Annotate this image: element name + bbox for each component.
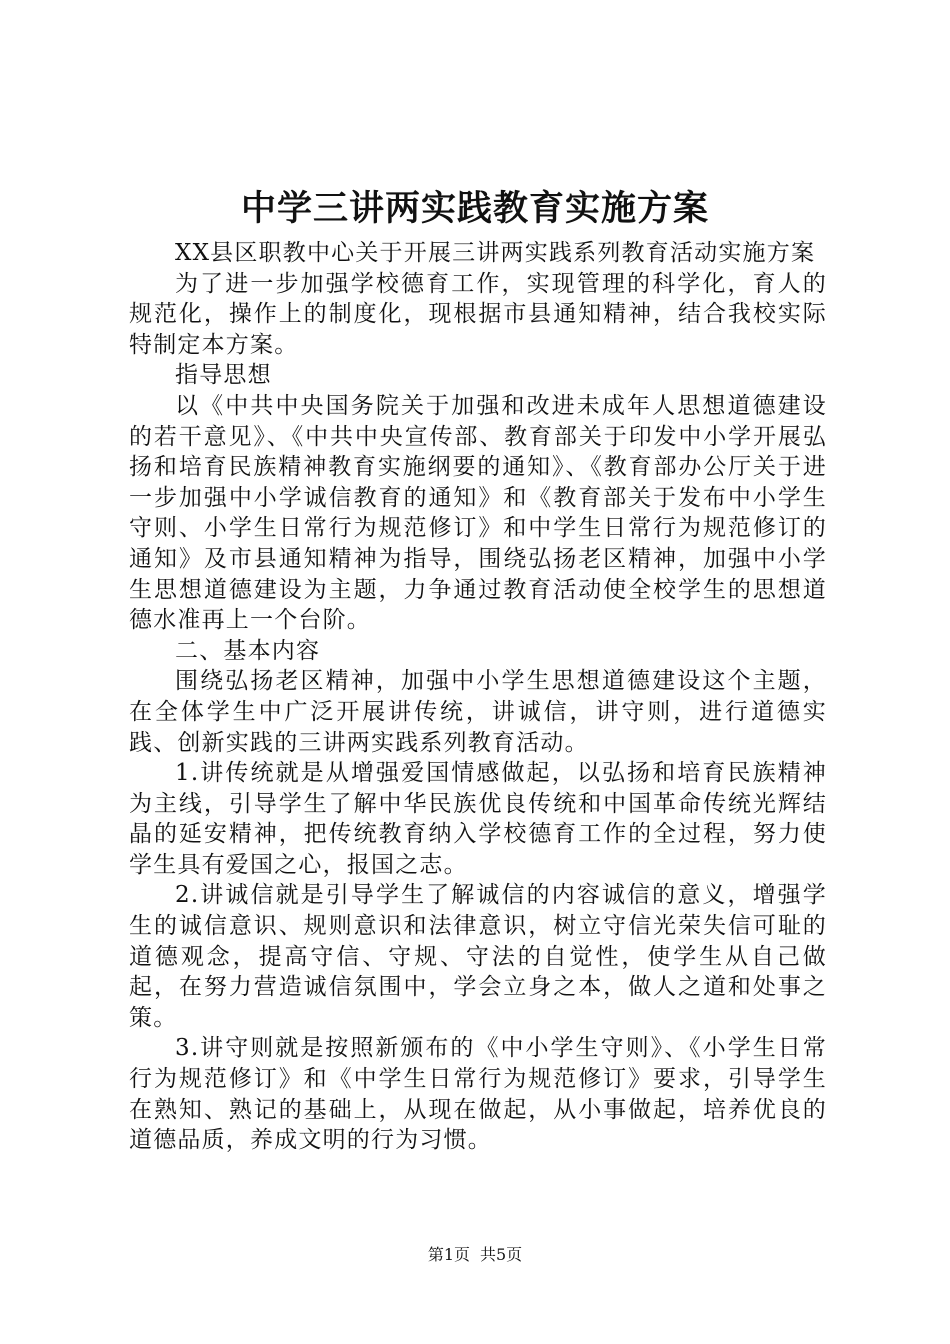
document-title: 中学三讲两实践教育实施方案 [240, 189, 709, 229]
paragraph-intro: 为了进一步加强学校德育工作，实现管理的科学化，育人的规范化，操作上的制度化，现根据市县通知精神，结合我校实际特制定本方案。 [129, 270, 827, 358]
paragraph-item-2: 2.讲诚信就是引导学生了解诚信的内容诚信的意义，增强学生的诚信意识、规则意识和法律意识，树立守信光荣失信可耻的道德观念，提高守信、守规、守法的自觉性，使学生从自己做起，在努力营造诚信氛围中，学会立身之本，做人之道和处事之策。 [129, 882, 827, 1031]
heading-guiding-thought: 指导思想 [175, 362, 272, 389]
page-total: 共5页 [480, 1245, 523, 1264]
paragraph-item-1: 1.讲传统就是从增强爱国情感做起，以弘扬和培育民族精神为主线，引导学生了解中华民族优良传统和中国革命传统光辉结晶的延安精神，把传统教育纳入学校德育工作的全过程，努力使学生具有爱国之心，报国之志。 [129, 760, 827, 878]
heading-basic-content: 二、基本内容 [175, 637, 321, 664]
paragraph-guiding-thought: 以《中共中央国务院关于加强和改进未成年人思想道德建设的若干意见》、《中共中央宣传部、教育部关于印发中小学开展弘扬和培育民族精神教育实施纲要的通知》、《教育部办公厅关于进一步加强中小学诚信教育的通知》和《教育部关于发布中小学生守则、小学生日常行为规范修订》和中学生日常行为规范修订的通知》及市县通知精神为指导，围绕弘扬老区精神，加强中小学生思想道德建设为主题，力争通过教育活动使全校学生的思想道德水准再上一个台阶。 [129, 392, 827, 634]
document-body [129, 238, 827, 1156]
paragraph-subtitle: XX县区职教中心关于开展三讲两实践系列教育活动实施方案 [175, 240, 816, 266]
paragraph-basic-content: 围绕弘扬老区精神，加强中小学生思想道德建设这个主题，在全体学生中广泛开展讲传统，讲诚信，讲守则，进行道德实践、创新实践的三讲两实践系列教育活动。 [129, 668, 827, 756]
page-number: 第1页 [427, 1245, 470, 1264]
paragraph-item-3: 3.讲守则就是按照新颁布的《中小学生守则》、《小学生日常行为规范修订》和《中学生日常行为规范修订》要求，引导学生在熟知、熟记的基础上，从现在做起，从小事做起，培养优良的道德品质，养成文明的行为习惯。 [129, 1035, 827, 1154]
page-footer [0, 1245, 950, 1265]
